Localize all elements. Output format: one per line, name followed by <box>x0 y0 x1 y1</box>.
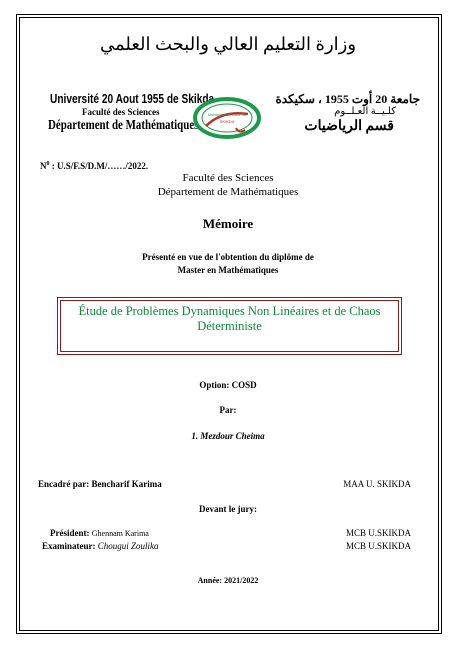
university-name-fr: Université 20 Aout 1955 de Skikda <box>50 91 215 106</box>
supervisor: Encadré par: Bencharif Karima <box>38 479 162 489</box>
faculty-name-ar: كلـيــة العـلــوم <box>334 106 396 117</box>
jury-member-examiner: Examinateur: Chougui Zoulika <box>42 541 159 551</box>
faculty-heading: Faculté des Sciences <box>182 172 274 184</box>
reference-number: $N^0$ : U.S/F.S/D.M/……/2022. <box>40 161 149 171</box>
department-name-fr: Département de Mathématiques <box>48 118 199 133</box>
option-line: Option: COSD <box>199 380 257 390</box>
department-name-ar: قسم الرياضيات <box>304 119 394 134</box>
author-name: 1. Mezdour Cheima <box>191 431 265 441</box>
supervisor-rank: MAA U. SKIKDA <box>343 479 411 489</box>
university-logo <box>192 96 262 142</box>
logo-text-bottom: SKIKDA <box>219 119 235 124</box>
jury-rank-examiner: MCB U.SKIKDA <box>345 541 411 551</box>
academic-year: Année: 2021/2022 <box>197 576 259 585</box>
jury-member-president: Président: Ghennam Karima <box>50 528 149 538</box>
thesis-title: Étude de Problèmes Dynamiques Non Linéaires et de Chaos Déterministe <box>78 304 381 333</box>
par-label: Par: <box>219 405 237 415</box>
ministry-title-ar: وزارة التعليم العالي والبحث العلمي <box>99 34 357 54</box>
department-heading: Département de Mathématiques <box>157 186 299 198</box>
university-name-ar: جامعة 20 أوت 1955 ، سكيكدة <box>275 92 420 106</box>
document-type: Mémoire <box>202 216 254 231</box>
jury-heading: Devant le jury: <box>199 504 257 514</box>
faculty-name-fr: Faculté des Sciences <box>82 107 160 117</box>
presented-for: Présenté en vue de l'obtention du diplôme de Master en Mathématiques <box>142 252 314 275</box>
logo-text-top: Université 20 Août 55 <box>207 112 247 117</box>
jury-rank-president: MCB U.SKIKDA <box>345 528 411 538</box>
